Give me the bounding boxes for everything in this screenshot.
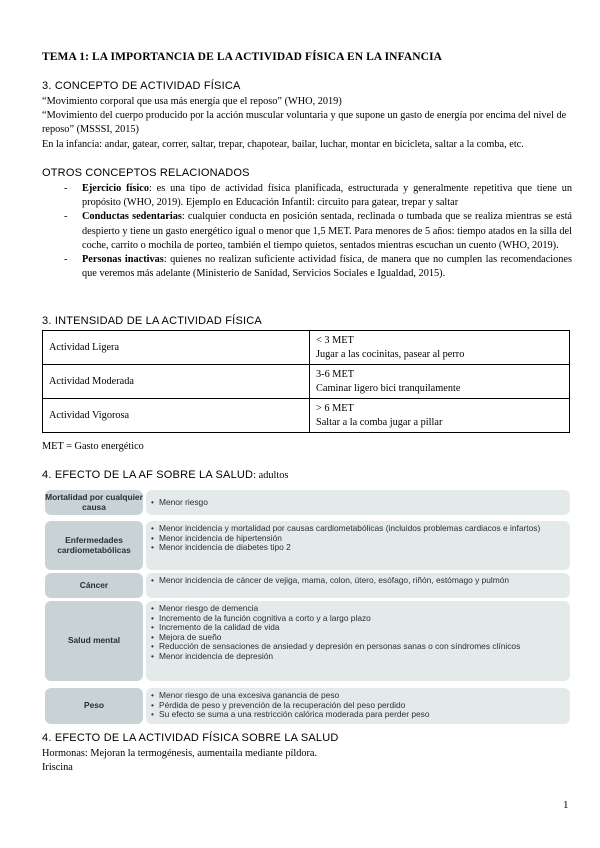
effect-label: Mortalidad por cualquier causa — [45, 490, 143, 515]
efecto2-heading: 4. EFECTO DE LA ACTIVIDAD FÍSICA SOBRE LA SALUD — [42, 732, 339, 744]
intensidad-table-wrap — [42, 330, 570, 433]
effect-row — [45, 490, 570, 515]
concepto-line: “Movimiento corporal que usa más energía que el reposo” (WHO, 2019) — [42, 96, 342, 107]
table-cell-level: Actividad Ligera — [43, 331, 310, 365]
term: Conductas sedentarias — [82, 211, 182, 223]
efecto2-line: Iriscina — [42, 762, 73, 774]
effect-item: • Reducción de sensaciones de ansiedad y depresión en personas sanas o con síndromes clínicos — [151, 642, 564, 652]
effect-label: Cáncer — [45, 573, 143, 598]
effect-row — [45, 688, 570, 724]
effect-item: • Menor incidencia de hipertensión — [151, 534, 564, 544]
met-value: < 3 MET — [316, 335, 354, 346]
table-cell-detail — [310, 331, 570, 365]
term: Ejercicio físico — [82, 183, 149, 194]
table-cell-detail — [310, 365, 570, 399]
example-text: Caminar ligero bici tranquilamente — [316, 382, 461, 394]
efecto-heading: 4. EFECTO DE LA AF SOBRE LA SALUD — [42, 469, 254, 481]
effect-item: • Menor riesgo — [151, 498, 564, 508]
effect-item: • Incremento de la función cognitiva a corto y a largo plazo — [151, 614, 564, 624]
effect-row — [45, 521, 570, 570]
table-row — [43, 365, 570, 399]
definition: : es una tipo de actividad física planificada, estructurada y generalmente repetitiva que tiene un propósito (WHO, 2019). Ejemplo en Educación Infantil: circuito para gatear, trepar y saltar — [82, 183, 573, 209]
term: Personas inactivas — [82, 254, 164, 266]
effect-item: • Menor incidencia de diabetes tipo 2 — [151, 543, 564, 553]
effect-row — [45, 601, 570, 681]
efecto2-line: Hormonas: Mejoran la termogénesis, aumentaila mediante píldora. — [42, 748, 318, 759]
effect-item: • Menor riesgo de demencia — [151, 604, 564, 614]
concepto-block — [42, 95, 572, 152]
concepto-heading: 3. CONCEPTO DE ACTIVIDAD FÍSICA — [42, 80, 241, 92]
effect-content — [146, 573, 570, 598]
effect-item: • Incremento de la calidad de vida — [151, 623, 564, 633]
dash-bullet: - — [64, 183, 68, 194]
definition: : quienes no realizan suficiente actividad física, de manera que no cumplen las recomendaciones que veremos más adelante (Ministerio de Sanidad, Servicios Sociales e Igualdad, 2015). — [82, 254, 572, 280]
otros-list — [42, 182, 572, 281]
effect-item: • Menor incidencia de depresión — [151, 652, 564, 662]
example-text: Saltar a la comba jugar a pillar — [316, 416, 443, 428]
table-row — [43, 331, 570, 365]
otros-heading: OTROS CONCEPTOS RELACIONADOS — [42, 167, 250, 179]
effect-content — [146, 601, 570, 681]
met-value: 3-6 MET — [316, 369, 355, 380]
intensidad-table — [42, 330, 570, 433]
list-item — [42, 210, 572, 253]
effect-content — [146, 490, 570, 515]
effect-item: • Menor riesgo de una excesiva ganancia de peso — [151, 691, 564, 701]
effect-item: • Su efecto se suma a una restricción calórica moderada para perder peso — [151, 710, 564, 720]
efecto-heading-suffix: : adultos — [253, 470, 289, 481]
effect-item: • Mejora de sueño — [151, 633, 564, 643]
effect-label: Peso — [45, 688, 143, 724]
intensidad-heading: 3. INTENSIDAD DE LA ACTIVIDAD FÍSICA — [42, 315, 262, 327]
table-cell-detail — [310, 399, 570, 433]
met-value: > 6 MET — [316, 403, 354, 414]
definition: : cualquier conducta en posición sentada, reclinada o tumbada que se realiza mientras se está despierto y tiene un gasto energético igual o menor que 1,5 MET. Para menores de 5 años: tiempo atados en la silla del coche, carrito o mochila de porteo, también el tiempo quietos, sentados mientras escuchan un cuento (WHO, 2019). — [82, 211, 573, 251]
effect-label: Enfermedades cardiometabólicas — [45, 521, 143, 570]
list-item — [42, 182, 572, 210]
effect-row — [45, 573, 570, 598]
effect-content — [146, 521, 570, 570]
dash-bullet: - — [64, 211, 68, 223]
concepto-line: “Movimiento del cuerpo producido por la acción muscular voluntaria y que supone un gasto de energía por encima del nivel de reposo” (MSSSI, 2015) — [42, 110, 567, 136]
effect-content — [146, 688, 570, 724]
effect-item: • Menor incidencia de cáncer de vejiga, mama, colon, útero, esófago, riñón, estómago y pulmón — [151, 576, 564, 586]
table-cell-level: Actividad Moderada — [43, 365, 310, 399]
effect-item: • Pérdida de peso y prevención de la recuperación del peso perdido — [151, 701, 564, 711]
effect-label: Salud mental — [45, 601, 143, 681]
efecto2-block — [42, 747, 572, 775]
effect-item: • Menor incidencia y mortalidad por causas cardiometabólicas (incluidos problemas cardiacos e infartos) — [151, 524, 564, 534]
list-item — [42, 253, 572, 281]
example-text: Jugar a las cocinitas, pasear al perro — [316, 348, 465, 360]
page-number: 1 — [563, 799, 569, 811]
dash-bullet: - — [64, 254, 68, 266]
table-row — [43, 399, 570, 433]
concepto-line: En la infancia: andar, gatear, correr, saltar, trepar, chapotear, bailar, luchar, montar en bicicleta, saltar a la comba, etc. — [42, 138, 524, 150]
efecto-heading-line — [42, 469, 288, 483]
table-cell-level: Actividad Vigorosa — [43, 399, 310, 433]
met-note: MET = Gasto energético — [42, 441, 144, 452]
page-title: TEMA 1: LA IMPORTANCIA DE LA ACTIVIDAD FÍSICA EN LA INFANCIA — [42, 51, 443, 63]
